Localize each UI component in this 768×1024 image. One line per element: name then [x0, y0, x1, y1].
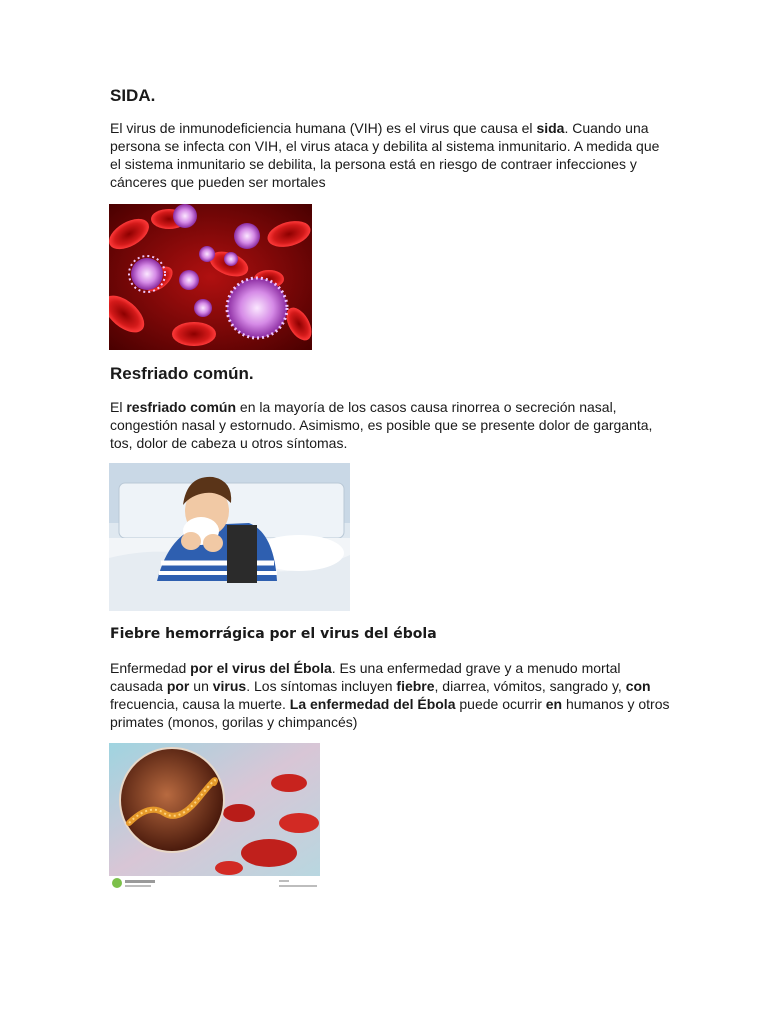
bold-text-run: fiebre [396, 678, 435, 694]
text-run: Enfermedad [110, 660, 191, 676]
bold-text-run: por [166, 678, 190, 694]
text-run: El [110, 399, 127, 415]
bold-text-run: con [625, 678, 651, 694]
heading-resfriado: Resfriado común. [110, 364, 254, 383]
hiv-virus-image [109, 204, 312, 350]
text-run: . Cuando una persona se infecta con VIH, el virus ataca y debilita al sistema inmunitario. A medida que el sistema inmunitario se debilita, la persona está en riesgo de contraer infecciones y cánceres que pueden ser mortales [110, 120, 660, 190]
text-run: un [189, 678, 213, 694]
bold-text-run: resfriado común [126, 399, 237, 415]
paragraph-ebola [110, 659, 670, 731]
child-sneezing-image [109, 463, 350, 611]
text-run: El virus de inmunodeficiencia humana (VIH) es el virus que causa el [110, 120, 537, 136]
text-run: . Es una enfermedad grave y a menudo mortal causada [110, 660, 621, 694]
bold-text-run: en [545, 696, 563, 712]
bold-text-run: sida [536, 120, 565, 136]
text-run: frecuencia, causa la muerte. [110, 696, 290, 712]
bold-text-run: virus [212, 678, 247, 694]
paragraph-sida [110, 119, 670, 191]
text-run: . Los síntomas incluyen [246, 678, 397, 694]
ebola-virus-image [109, 743, 320, 890]
text-run: en la mayoría de los casos causa rinorrea o secreción nasal, congestión nasal y estornudo. Asimismo, es posible que se presente dolor de garganta, tos, dolor de cabeza u otros síntomas. [110, 399, 653, 451]
paragraph-resfriado [110, 398, 670, 452]
heading-sida: SIDA. [110, 86, 156, 105]
text-run: , diarrea, vómitos, sangrado y, [434, 678, 626, 694]
bold-text-run: La enfermedad del Ébola [289, 696, 456, 712]
text-run: puede ocurrir [455, 696, 546, 712]
heading-ebola: Fiebre hemorrágica por el virus del ébola [110, 626, 437, 642]
bold-text-run: por el virus del Ébola [190, 660, 332, 676]
text-run: humanos y otros primates (monos, gorilas y chimpancés) [110, 696, 670, 730]
